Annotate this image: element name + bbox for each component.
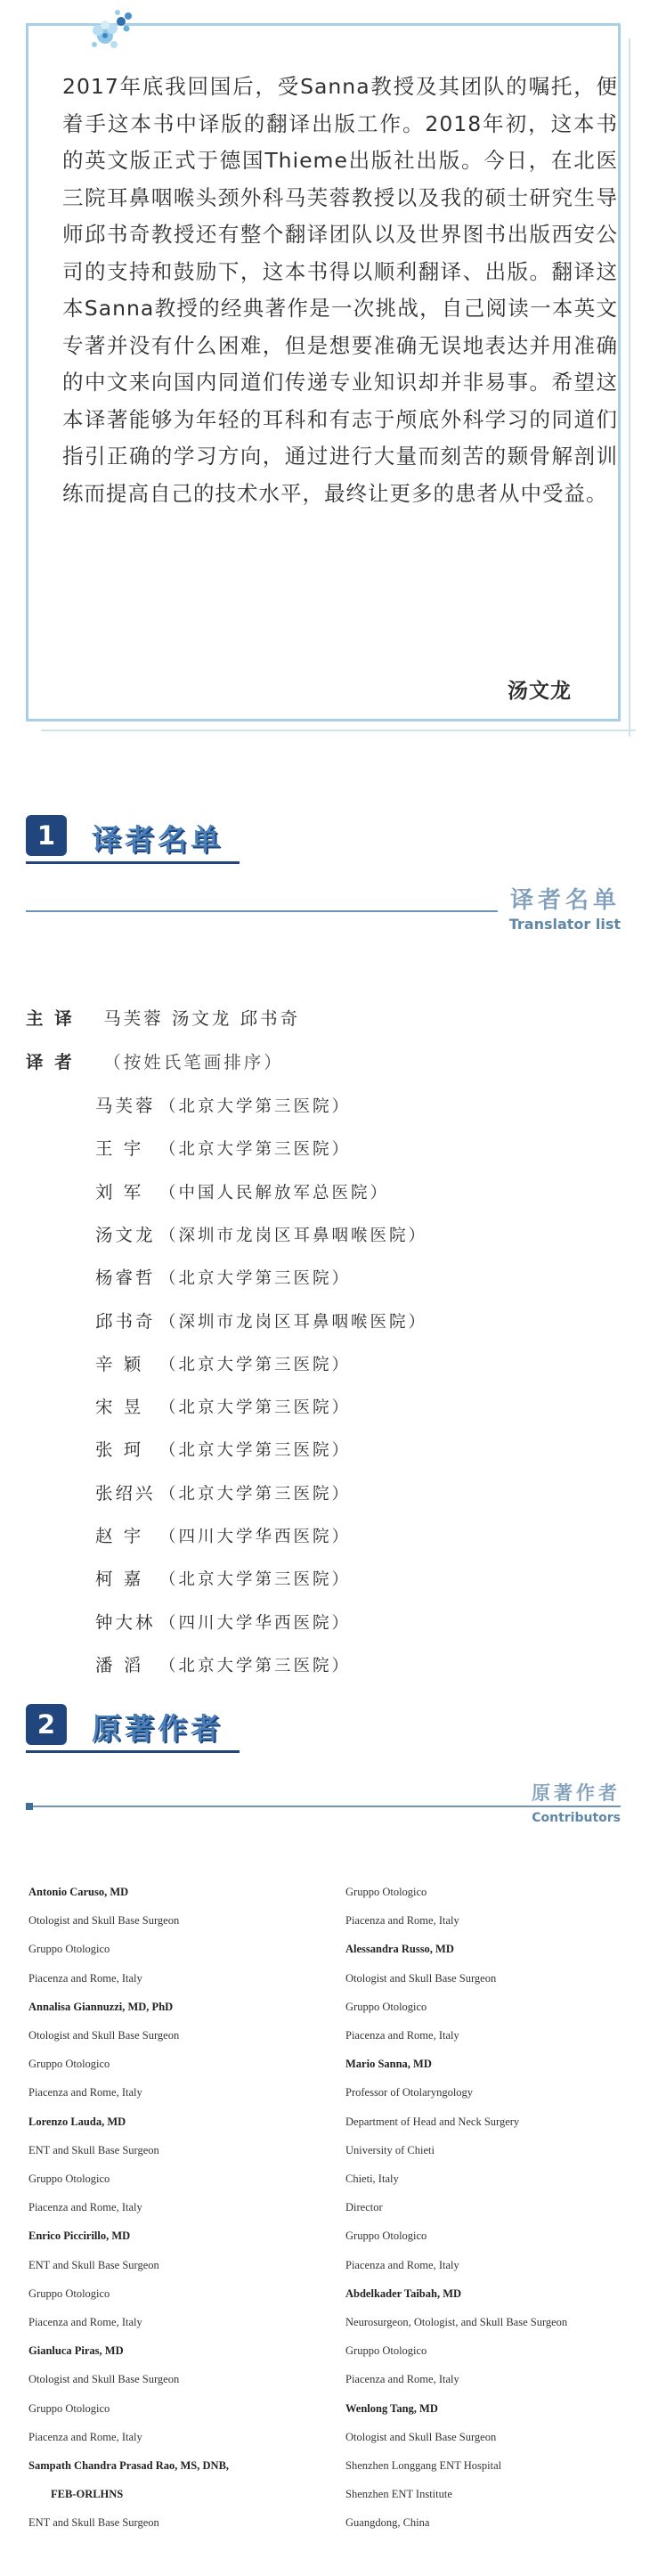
contributor-detail: Chieti, Italy xyxy=(345,2172,399,2185)
frame-shadow-line xyxy=(629,38,630,737)
translator-affiliation: （深圳市龙岗区耳鼻咽喉医院） xyxy=(159,1226,428,1245)
translator-affiliation: （北京大学第三医院） xyxy=(159,1097,352,1116)
contributor-detail: Gruppo Otologico xyxy=(28,2287,110,2300)
translator-row xyxy=(95,1393,351,1418)
translators-label: 译 者 xyxy=(26,1052,75,1072)
contributor-detail: Shenzhen Longgang ENT Hospital xyxy=(345,2459,502,2472)
translator-name: 张绍兴 xyxy=(95,1482,156,1504)
contributor-name: Antonio Caruso, MD xyxy=(28,1886,129,1898)
translator-affiliation: （北京大学第三医院） xyxy=(159,1441,352,1461)
contributor-detail: Professor of Otolaryngology xyxy=(345,2086,474,2099)
translator-affiliation: （中国人民解放军总医院） xyxy=(159,1183,390,1202)
contributor-detail: Gruppo Otologico xyxy=(345,2000,427,2013)
contributor-name: Enrico Piccirillo, MD xyxy=(28,2230,131,2243)
translator-name: 邱书奇 xyxy=(95,1310,156,1332)
section-number: 2 xyxy=(26,1704,67,1745)
translator-row xyxy=(95,1350,351,1375)
translator-name: 钟大林 xyxy=(95,1611,156,1633)
translator-name: 宋 昱 xyxy=(95,1397,144,1418)
translator-row xyxy=(95,1092,351,1117)
contributor-detail: ENT and Skull Base Surgeon xyxy=(28,2143,159,2156)
contributor-detail: Otologist and Skull Base Surgeon xyxy=(345,1971,497,1985)
translator-affiliation: （四川大学华西医院） xyxy=(159,1613,352,1633)
contributor-detail: Piacenza and Rome, Italy xyxy=(28,2086,142,2099)
translator-row xyxy=(95,1522,351,1547)
contributor-detail: Piacenza and Rome, Italy xyxy=(28,2201,142,2214)
translator-affiliation: （深圳市龙岗区耳鼻咽喉医院） xyxy=(159,1312,428,1332)
contributor-detail: Piacenza and Rome, Italy xyxy=(345,1914,459,1928)
chief-translators-names: 马芙蓉 汤文龙 邱书奇 xyxy=(103,1008,301,1029)
section-title: 原著作者 xyxy=(92,1711,223,1746)
contributor-detail: Otologist and Skull Base Surgeon xyxy=(345,2430,497,2443)
frame-shadow-line xyxy=(41,730,636,731)
translator-name: 王 宇 xyxy=(95,1138,144,1160)
contributor-detail: Director xyxy=(345,2201,383,2214)
translator-row xyxy=(95,1651,351,1676)
translator-row xyxy=(95,1308,427,1333)
preface-paragraph: 2017年底我回国后，受Sanna教授及其团队的嘱托，便着手这本书中译版的翻译出版工作。2018年初，这本书的英文版正式于德国Thieme出版社出版。今日，在北医三院耳鼻咽喉头颈外科马芙蓉教授以及我的硕士研究生导师邱书奇教授还有整个翻译团队以及世界图书出版西安公司的支持和鼓励下，这本书得以顺利翻译、出版。翻译这本Sanna教授的经典著作是一次挑战，自己阅读一本英文专著并没有什么困难，但是想要准确无误地表达并用准确的中文来向国内同道们传递专业知识却并非易事。希望这本译著能够为年轻的耳科和有志于颅底外科学习的同道们指引正确的学习方向，通过进行大量而刻苦的颞骨解剖训练而提高自己的技术水平，最终让更多的患者从中受益。 xyxy=(62,74,618,506)
preface-signature: 汤文龙 xyxy=(508,680,572,703)
translator-affiliation: （北京大学第三医院） xyxy=(159,1140,352,1160)
contributor-detail: Department of Head and Neck Surgery xyxy=(345,2115,520,2128)
contributor-detail: Piacenza and Rome, Italy xyxy=(28,2316,142,2328)
translator-row xyxy=(95,1609,351,1634)
contributor-name: Wenlong Tang, MD xyxy=(345,2401,438,2415)
translator-affiliation: （北京大学第三医院） xyxy=(159,1570,352,1590)
contributor-detail: ENT and Skull Base Surgeon xyxy=(28,2258,159,2271)
section-header-contributors xyxy=(26,1704,621,1759)
section-underline xyxy=(26,1750,240,1753)
translator-name: 潘 滔 xyxy=(95,1654,144,1675)
preface-box xyxy=(26,23,621,721)
translator-affiliation: （北京大学第三医院） xyxy=(159,1269,352,1289)
contributor-detail: Neurosurgeon, Otologist, and Skull Base Surgeon xyxy=(345,2316,568,2328)
contributor-name: Sampath Chandra Prasad Rao, MS, DNB, xyxy=(28,2459,230,2472)
translator-name: 赵 宇 xyxy=(95,1526,144,1546)
contributor-detail: Gruppo Otologico xyxy=(28,1943,110,1956)
section-header-translators xyxy=(26,815,621,870)
contributor-detail: University of Chieti xyxy=(345,2143,435,2156)
section-number: 1 xyxy=(26,815,67,856)
subheader-dot xyxy=(26,1803,33,1810)
contributor-detail: Piacenza and Rome, Italy xyxy=(28,1971,142,1985)
contributor-detail: Piacenza and Rome, Italy xyxy=(28,2430,142,2443)
translators-order-note: （按姓氏笔画排序） xyxy=(103,1052,284,1072)
contributor-detail: Gruppo Otologico xyxy=(345,1886,427,1898)
chief-translators-label: 主 译 xyxy=(26,1008,75,1029)
translator-row xyxy=(95,1178,389,1203)
subheader-zh-title: 原著作者 xyxy=(521,1779,621,1806)
floral-ornament-icon xyxy=(85,5,139,55)
subheader-rule xyxy=(26,1806,621,1807)
contributor-name: Abdelkader Taibah, MD xyxy=(345,2287,462,2300)
translator-affiliation: （北京大学第三医院） xyxy=(159,1355,352,1374)
contributor-detail: ENT and Skull Base Surgeon xyxy=(28,2516,159,2530)
contributor-detail: Gruppo Otologico xyxy=(345,2230,427,2243)
translator-name: 刘 军 xyxy=(95,1181,144,1202)
subheader-zh-title: 译者名单 xyxy=(498,882,621,915)
contributor-name: Annalisa Giannuzzi, MD, PhD xyxy=(28,2000,174,2013)
contributor-name: Mario Sanna, MD xyxy=(345,2058,432,2071)
translator-name: 辛 颖 xyxy=(95,1353,144,1374)
section-title: 译者名单 xyxy=(92,822,223,857)
subheader-translators xyxy=(26,882,621,935)
subheader-contributors xyxy=(26,1777,621,1830)
contributor-detail: Piacenza and Rome, Italy xyxy=(345,2258,459,2271)
translator-name: 杨睿哲 xyxy=(95,1268,156,1289)
translator-row xyxy=(95,1264,351,1289)
translator-affiliation: （北京大学第三医院） xyxy=(159,1656,352,1675)
contributor-detail: Otologist and Skull Base Surgeon xyxy=(28,2029,180,2042)
translator-row xyxy=(95,1135,351,1160)
translators-heading-row xyxy=(26,1048,284,1073)
contributor-detail: Gruppo Otologico xyxy=(345,2344,427,2358)
contributor-detail: Gruppo Otologico xyxy=(28,2401,110,2415)
translator-name: 柯 嘉 xyxy=(95,1569,144,1590)
translator-affiliation: （北京大学第三医院） xyxy=(159,1484,352,1504)
translator-affiliation: （四川大学华西医院） xyxy=(159,1528,352,1546)
contributor-detail: Piacenza and Rome, Italy xyxy=(345,2373,459,2386)
translator-name: 张 珂 xyxy=(95,1439,144,1461)
contributor-name: FEB-ORLHNS xyxy=(51,2488,124,2501)
contributor-name: Gianluca Piras, MD xyxy=(28,2344,124,2358)
subheader-en-title: Translator list xyxy=(508,916,621,933)
contributor-name: Alessandra Russo, MD xyxy=(345,1943,454,1956)
contributor-detail: Shenzhen ENT Institute xyxy=(345,2488,452,2501)
contributor-detail: Otologist and Skull Base Surgeon xyxy=(28,2373,180,2386)
translator-row xyxy=(95,1436,351,1461)
contributor-detail: Guangdong, China xyxy=(345,2516,430,2530)
contributor-detail: Piacenza and Rome, Italy xyxy=(345,2029,459,2042)
contributor-detail: Gruppo Otologico xyxy=(28,2172,110,2185)
contributor-name: Lorenzo Lauda, MD xyxy=(28,2115,126,2128)
translator-row xyxy=(95,1480,351,1504)
translator-name: 汤文龙 xyxy=(95,1224,156,1245)
section-underline xyxy=(26,861,240,864)
translator-row xyxy=(95,1221,427,1246)
contributor-detail: Otologist and Skull Base Surgeon xyxy=(28,1914,180,1928)
translator-name: 马芙蓉 xyxy=(95,1096,156,1116)
contributor-detail: Gruppo Otologico xyxy=(28,2058,110,2071)
subheader-en-title: Contributors xyxy=(532,1811,621,1825)
translator-row xyxy=(95,1565,351,1590)
translator-affiliation: （北京大学第三医院） xyxy=(159,1398,352,1418)
chief-translators-row xyxy=(26,1005,300,1030)
